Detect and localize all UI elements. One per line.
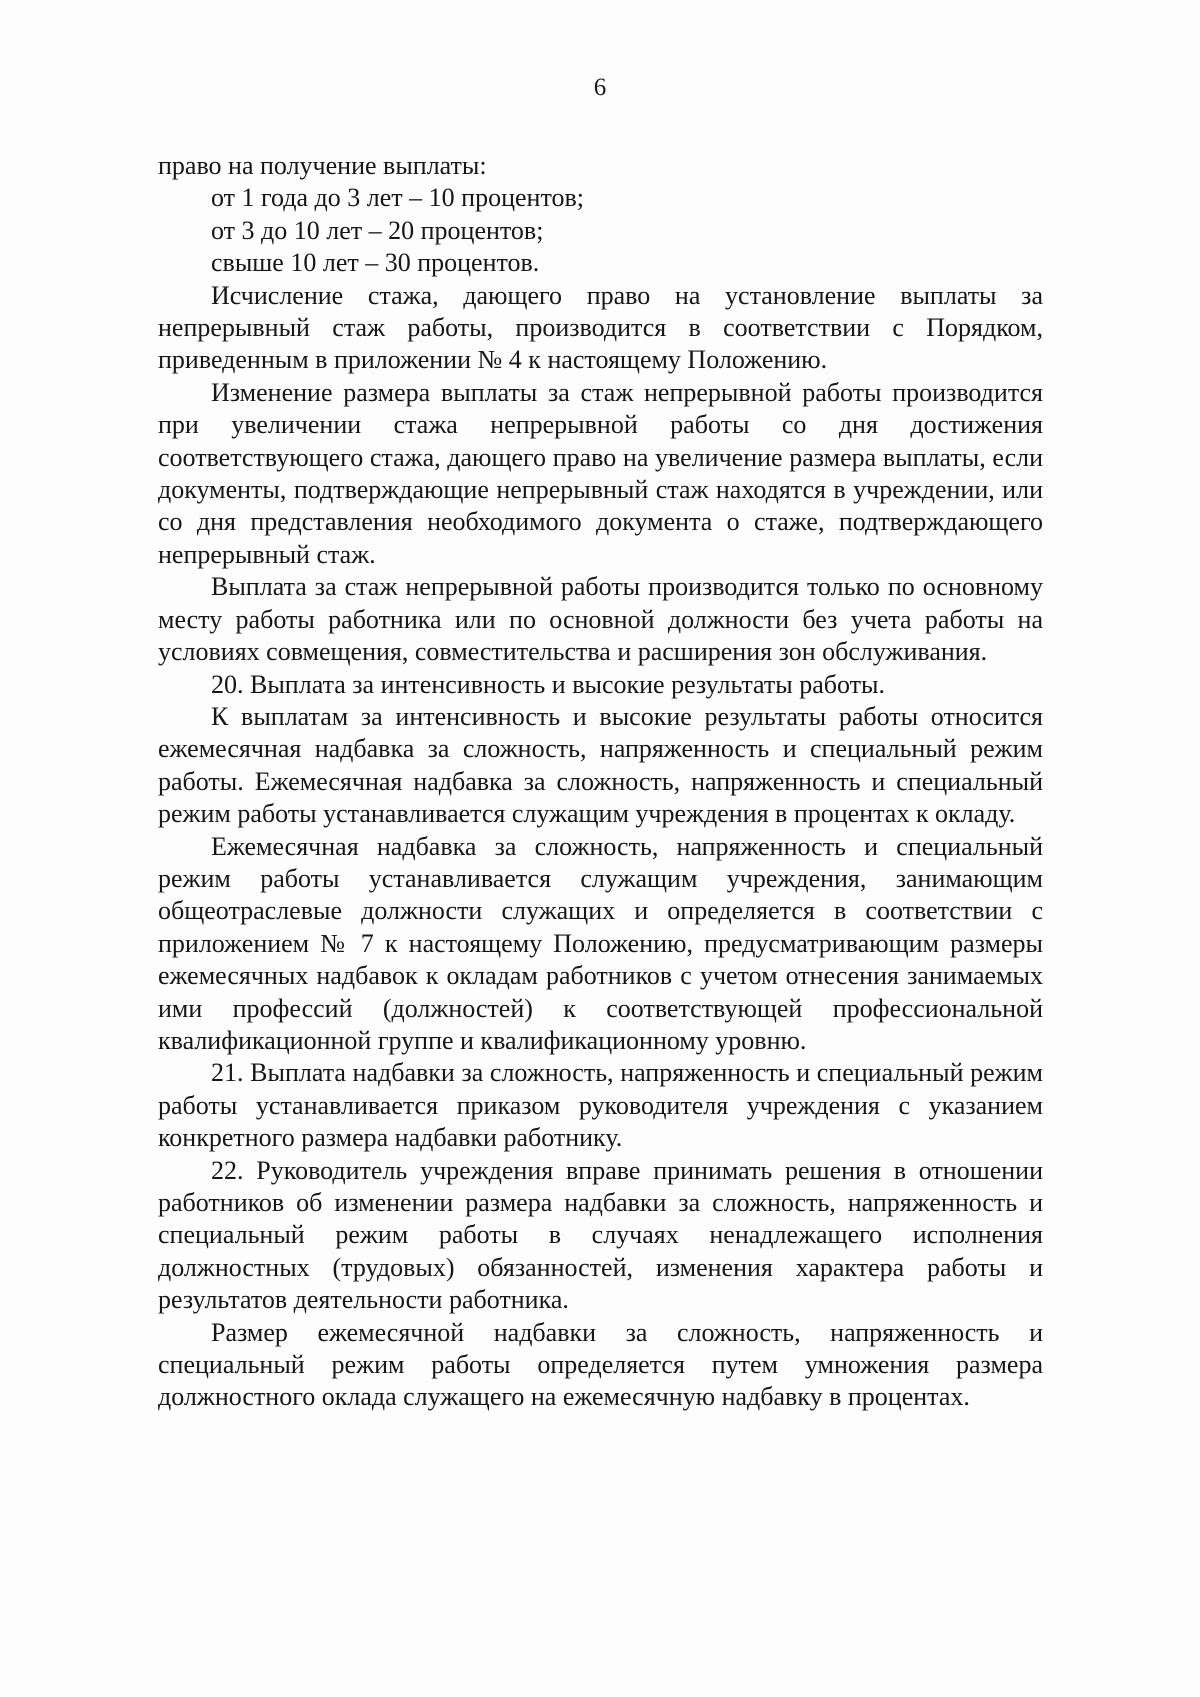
list-item-over-10-years: свыше 10 лет – 30 процентов. xyxy=(211,248,540,278)
paragraph-allowance-size: Размер ежемесячной надбавки за сложность, напряженность и специальный режим работы определяется путем умножения размера должностного оклада служащего на ежемесячную надбавку в процентах. xyxy=(158,1317,1043,1412)
list-item-3-10-years: от 3 до 10 лет – 20 процентов; xyxy=(211,215,544,245)
document-body xyxy=(158,150,1043,1414)
list-item-1-3-years: от 1 года до 3 лет – 10 процентов; xyxy=(211,183,584,213)
section-22: 22. Руководитель учреждения вправе принимать решения в отношении работников об изменении размера надбавки за сложность, напряженность и специальный режим работы в случаях ненадлежащего исполнения должностных (трудовых) обязанностей, изменения характера работы и результатов деятельности работника. xyxy=(158,1155,1043,1315)
paragraph-main-workplace: Выплата за стаж непрерывной работы производится только по основному месту работы работника или по основной должности без учета работы на условиях совмещения, совместительства и расширения зон обслуживания. xyxy=(158,572,1043,667)
paragraph-seniority-calculation: Исчисление стажа, дающего право на установление выплаты за непрерывный стаж работы, производится в соответствии с Порядком, приведенным в приложении № 4 к настоящему Положению. xyxy=(158,280,1043,375)
section-21: 21. Выплата надбавки за сложность, напряженность и специальный режим работы устанавливается приказом руководителя учреждения с указанием конкретного размера надбавки работнику. xyxy=(158,1058,1043,1153)
paragraph-intensity-payments: К выплатам за интенсивность и высокие результаты работы относится ежемесячная надбавка за сложность, напряженность и специальный режим работы. Ежемесячная надбавка за сложность, напряженность и специальный режим работы устанавливается служащим учреждения в процентах к окладу. xyxy=(158,701,1043,829)
paragraph-payment-change: Изменение размера выплаты за стаж непрерывной работы производится при увеличении стажа непрерывной работы со дня достижения соответствующего стажа, дающего право на увеличение размера выплаты, если документы, подтверждающие непрерывный стаж находятся в учреждении, или со дня представления необходимого документа о стаже, подтверждающего непрерывный стаж. xyxy=(158,377,1043,569)
page-number: 6 xyxy=(593,74,607,101)
paragraph-monthly-allowance: Ежемесячная надбавка за сложность, напряженность и специальный режим работы устанавливается служащим учреждения, занимающим общеотраслевые должности служащих и определяется в соответствии с приложением № 7 к настоящему Положению, предусматривающим размеры ежемесячных надбавок к окладам работников с учетом отнесения занимаемых ими профессий (должностей) к соответствующей профессиональной квалификационной группе и квалификационному уровню. xyxy=(158,831,1043,1055)
section-20-heading: 20. Выплата за интенсивность и высокие результаты работы. xyxy=(211,669,885,699)
paragraph-continuation: право на получение выплаты: xyxy=(158,151,487,180)
